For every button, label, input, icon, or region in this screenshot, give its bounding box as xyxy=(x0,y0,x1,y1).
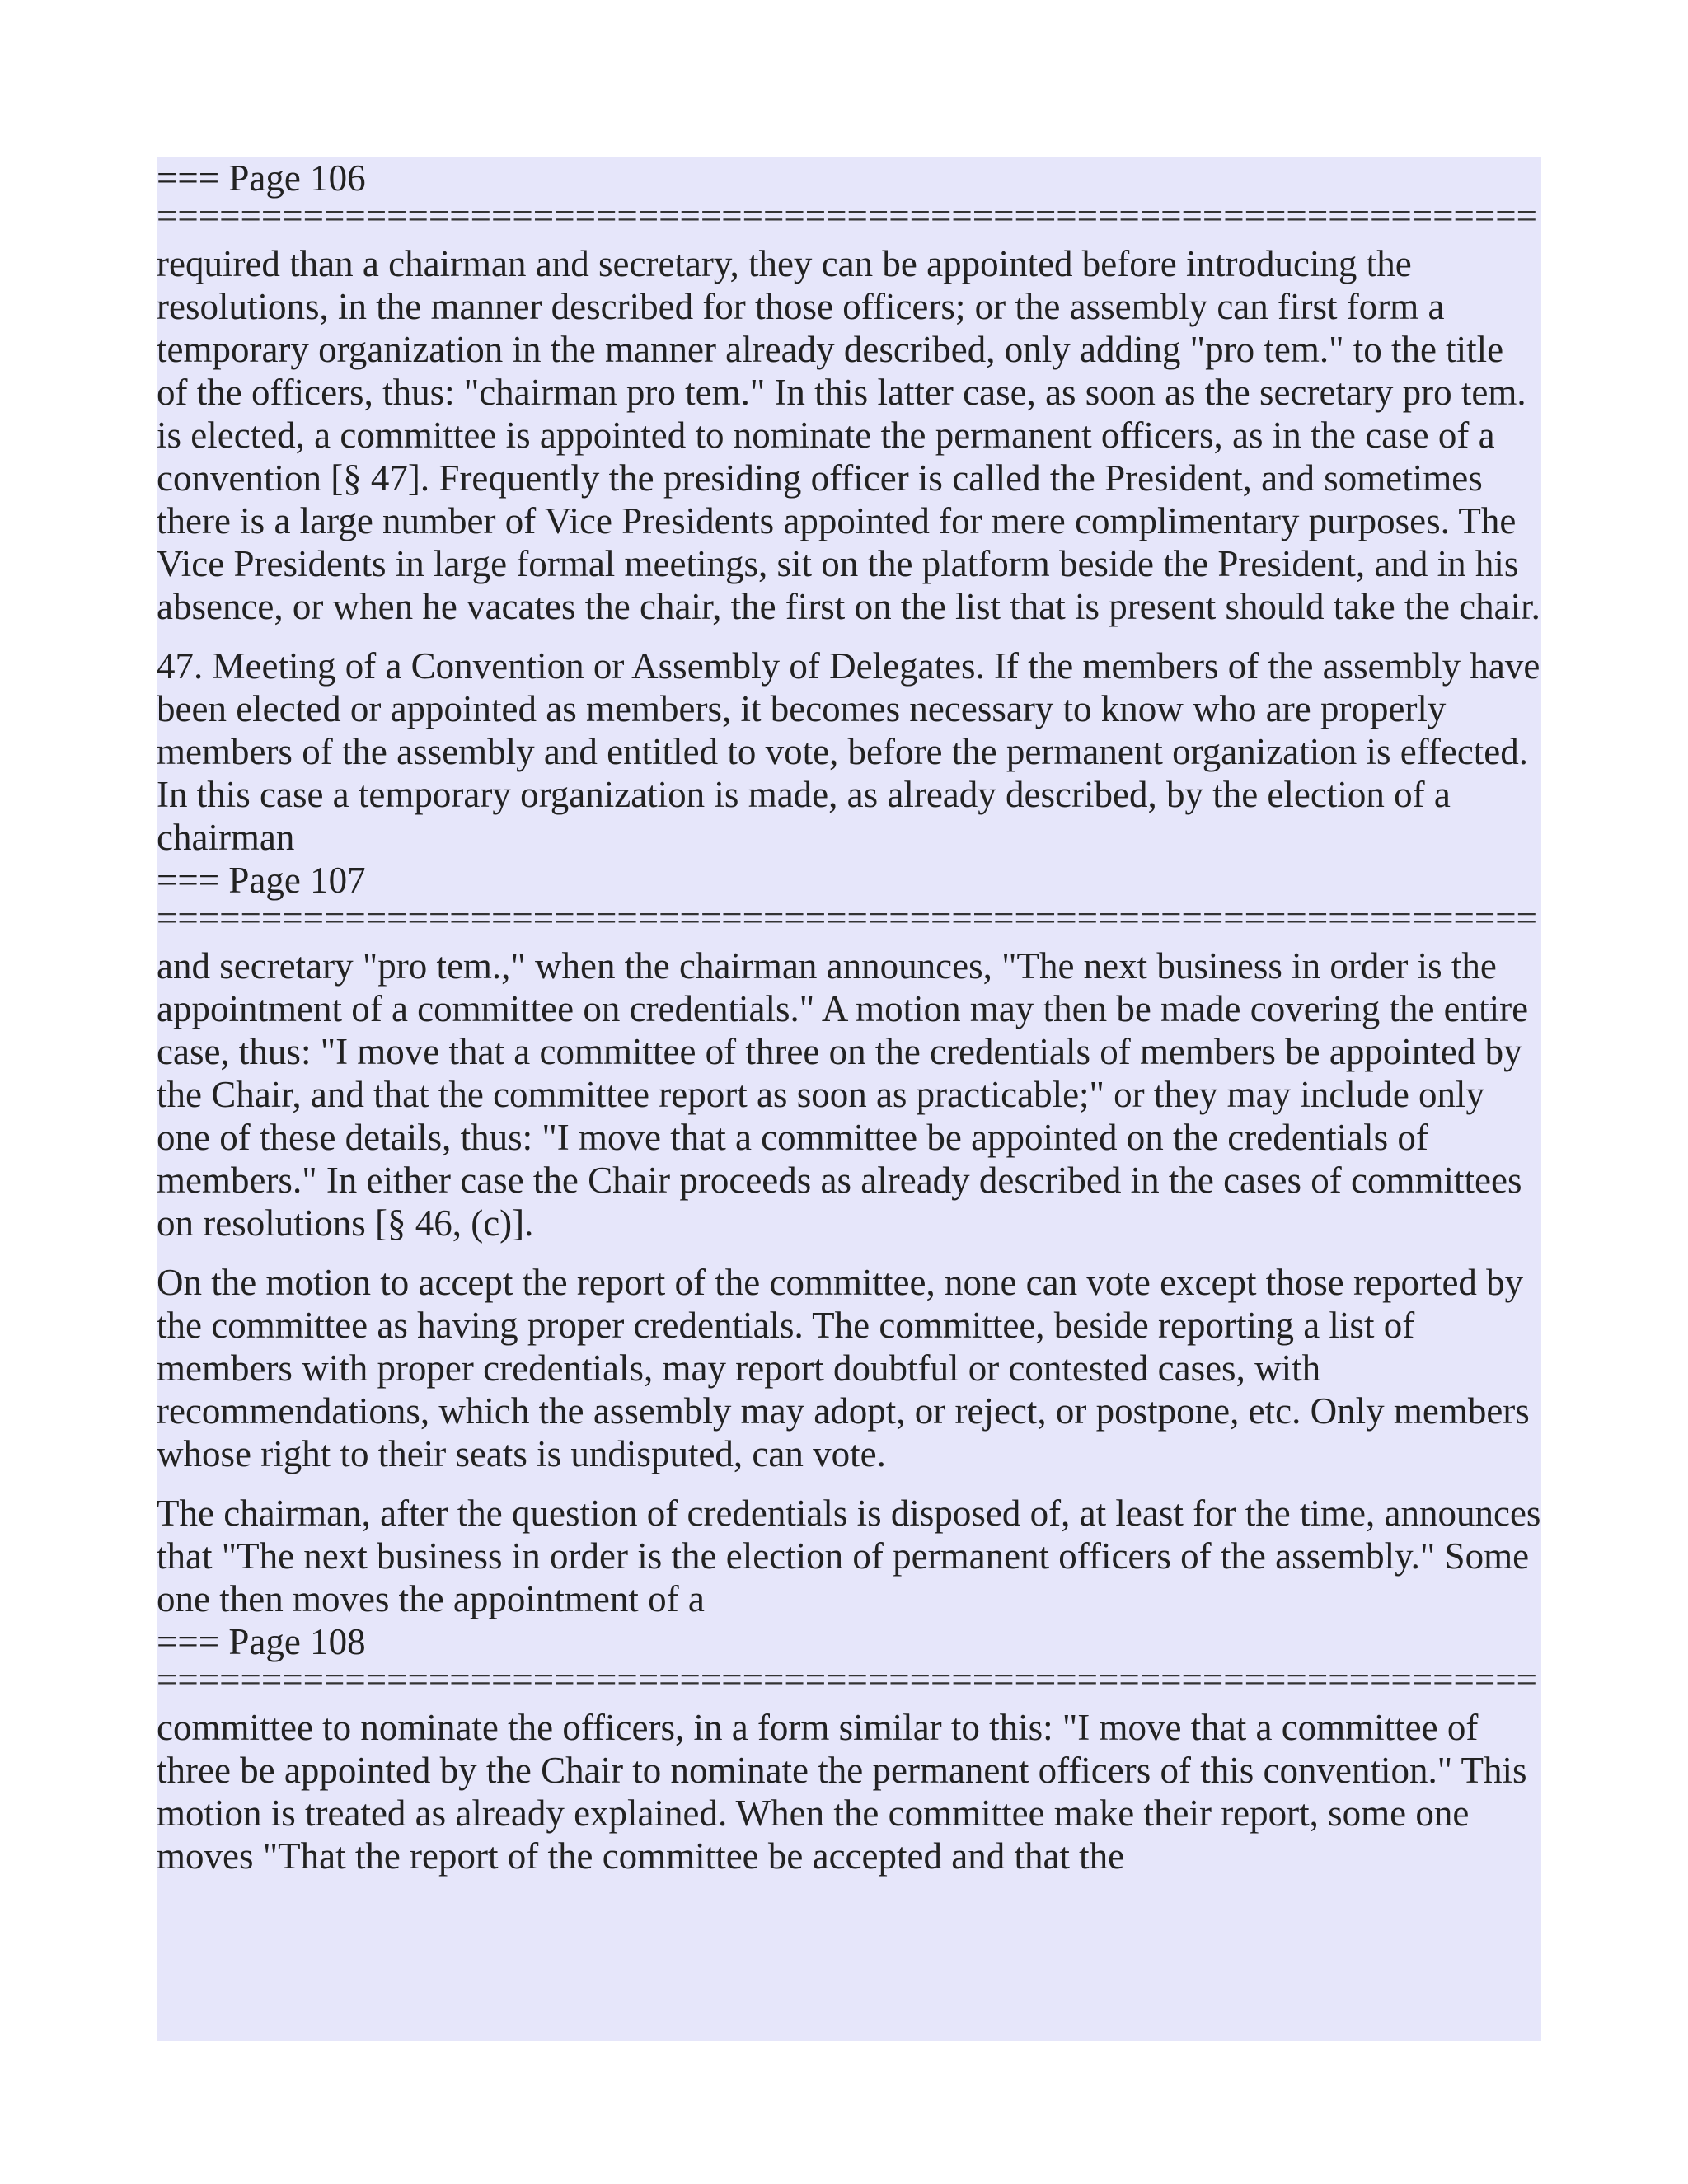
paragraph: On the motion to accept the report of the committee, none can vote except those reported by the committee as having proper credentials. The committee, beside reporting a list of members with proper credentials, may report doubtful or contested cases, with recommendations, which the assembly may adopt, or reject, or postpone, etc. Only members whose right to their seats is undisputed, can vote. xyxy=(157,1262,1530,1474)
separator-rule: ================================================================== xyxy=(157,1663,1537,1700)
page-section-107 xyxy=(157,859,1541,1620)
page-marker: === Page 106 xyxy=(157,157,366,199)
paragraph: committee to nominate the officers, in a form similar to this: "I move that a committee of three be appointed by the Chair to nominate the permanent officers of this convention." This motion is treated as already explained. When the committee make their report, some one moves "That the report of the committee be accepted and that the xyxy=(157,1707,1527,1877)
page-marker: === Page 107 xyxy=(157,860,366,901)
paragraph: 47. Meeting of a Convention or Assembly of Delegates. If the members of the assembly have been elected or appointed as members, it becomes necessary to know who are properly members of the assembly and entitled to vote, before the permanent organization is effected. In this case a temporary organization is made, as already described, by the election of a chairman xyxy=(157,645,1540,858)
page-section-106 xyxy=(157,157,1541,859)
separator-rule: ================================================================== xyxy=(157,199,1537,237)
page-marker: === Page 108 xyxy=(157,1621,366,1662)
document-text-block xyxy=(157,157,1541,2041)
paragraph: The chairman, after the question of credentials is disposed of, at least for the time, announces that "The next business in order is the election of permanent officers of the assembly." Some one then moves the appointment of a xyxy=(157,1493,1541,1619)
page-section-108 xyxy=(157,1620,1541,1877)
separator-rule: ================================================================== xyxy=(157,902,1537,939)
paragraph: required than a chairman and secretary, they can be appointed before introducing the resolutions, in the manner described for those officers; or the assembly can first form a temporary organization in the manner already described, only adding "pro tem." to the title of the officers, thus: "chairman pro tem." In this latter case, as soon as the secretary pro tem. is elected, a committee is appointed to nominate the permanent officers, as in the case of a convention [§ 47]. Frequently the presiding officer is called the President, and sometimes there is a large number of Vice Presidents appointed for mere complimentary purposes. The Vice Presidents in large formal meetings, sit on the platform beside the President, and in his absence, or when he vacates the chair, the first on the list that is present should take the chair. xyxy=(157,243,1540,627)
paragraph: and secretary "pro tem.," when the chairman announces, "The next business in order is the appointment of a committee on credentials." A motion may then be made covering the entire case, thus: "I move that a committee of three on the credentials of members be appointed by the Chair, and that the committee report as soon as practicable;" or they may include only one of these details, thus: "I move that a committee be appointed on the credentials of members." In either case the Chair proceeds as already described in the cases of committees on resolutions [§ 46, (c)]. xyxy=(157,945,1529,1244)
